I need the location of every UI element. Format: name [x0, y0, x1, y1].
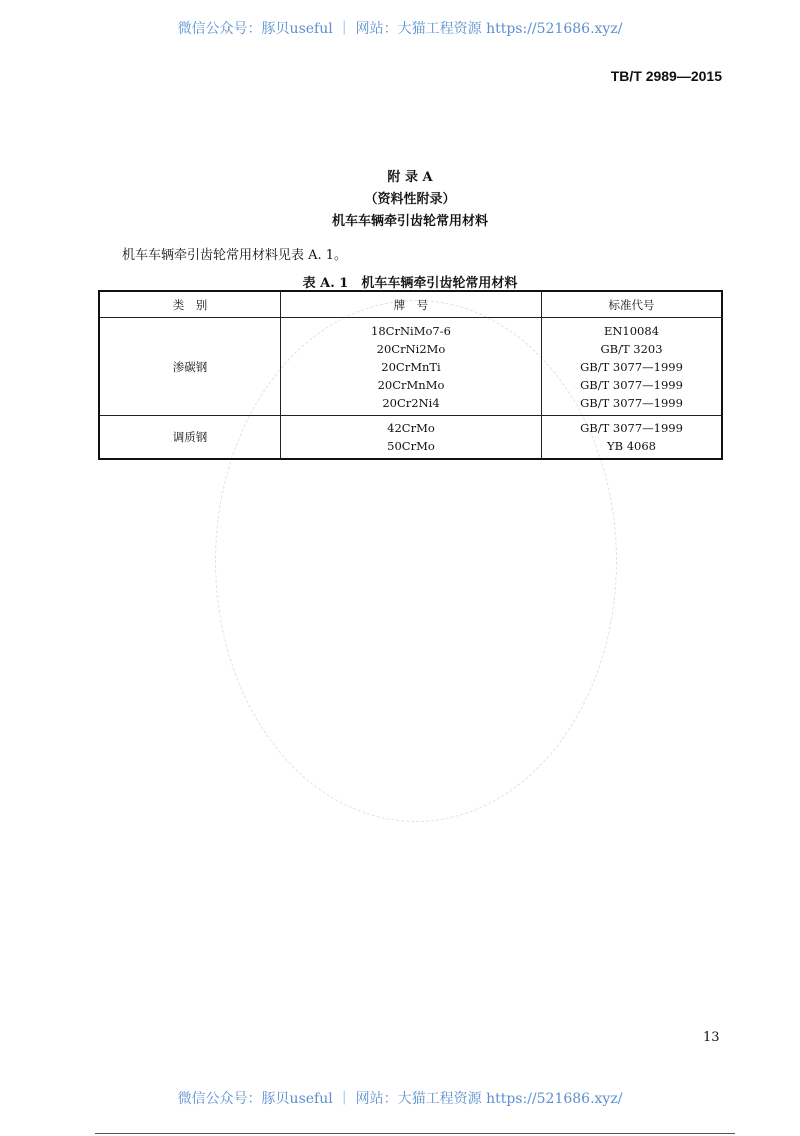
- header-standard: 标准代号: [542, 291, 723, 318]
- standards-cell: [542, 416, 723, 459]
- appendix-title: 附 录 A: [387, 170, 433, 185]
- header-grade: 牌 号: [281, 291, 542, 318]
- materials-table: [98, 290, 723, 460]
- grade: 42CrMo: [387, 420, 435, 435]
- appendix-type: （资料性附录）: [364, 192, 456, 207]
- standards-cell: [542, 318, 723, 416]
- standard: GB/T 3203: [600, 341, 663, 356]
- grades-cell: [281, 318, 542, 416]
- grade: 20CrMnTi: [381, 359, 441, 374]
- appendix-subject: 机车车辆牵引齿轮常用材料: [331, 214, 488, 229]
- standard: EN10084: [603, 323, 660, 338]
- grade: 20CrMnMo: [377, 377, 445, 392]
- grade: 20CrNi2Mo: [376, 341, 446, 356]
- standard: YB 4068: [607, 438, 656, 453]
- bottom-divider: [95, 1133, 735, 1134]
- category-cell: 调质钢: [99, 416, 281, 459]
- bottom-watermark: 微信公众号：豚贝useful ｜ 网站：大猫工程资源 https://521686.xyz/: [177, 1091, 623, 1107]
- top-watermark: 微信公众号：豚贝useful ｜ 网站：大猫工程资源 https://521686.xyz/: [177, 21, 623, 37]
- page-number: 13: [703, 1030, 720, 1045]
- table-row: [99, 416, 722, 459]
- header-category: 类 别: [99, 291, 281, 318]
- table-header-row: [99, 291, 722, 318]
- table-caption: 表 A. 1 机车车辆牵引齿轮常用材料: [302, 276, 518, 291]
- standard: GB/T 3077—1999: [580, 377, 683, 392]
- grades-cell: [281, 416, 542, 459]
- standard: GB/T 3077—1999: [580, 420, 683, 435]
- grade: 18CrNiMo7-6: [371, 323, 451, 338]
- standard: GB/T 3077—1999: [580, 359, 683, 374]
- standard: GB/T 3077—1999: [580, 395, 683, 410]
- standard-number: TB/T 2989—2015: [610, 68, 722, 84]
- intro-text: 机车车辆牵引齿轮常用材料见表 A. 1。: [122, 248, 348, 263]
- table-row: [99, 318, 722, 416]
- grade: 50CrMo: [387, 438, 435, 453]
- category-cell: 渗碳钢: [99, 318, 281, 416]
- grade: 20Cr2Ni4: [382, 395, 440, 410]
